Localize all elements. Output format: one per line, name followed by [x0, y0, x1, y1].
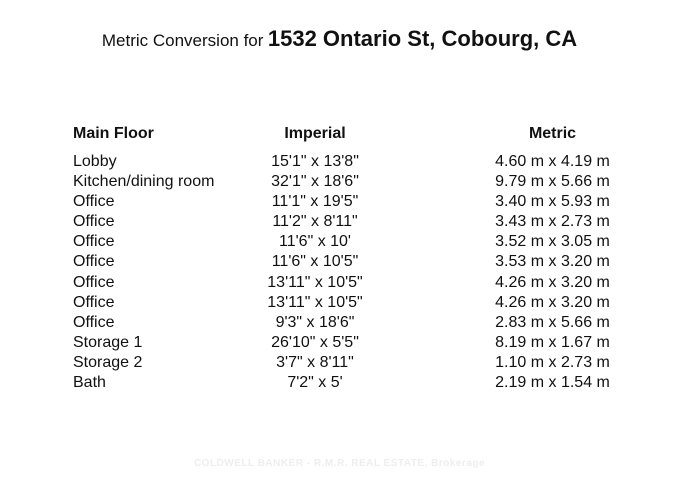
table-row [0, 232, 679, 252]
page-title [0, 26, 679, 52]
room-name: Office [73, 293, 115, 311]
imperial-dimensions: 3'7" x 8'11" [276, 353, 354, 371]
imperial-dimensions: 32'1" x 18'6" [271, 173, 359, 191]
header-main-floor: Main Floor [73, 125, 154, 142]
header-metric: Metric [528, 125, 577, 142]
metric-dimensions: 3.52 m x 3.05 m [495, 233, 610, 251]
metric-dimensions: 1.10 m x 2.73 m [495, 353, 610, 371]
metric-dimensions: 8.19 m x 1.67 m [495, 333, 610, 351]
imperial-dimensions: 13'11" x 10'5" [267, 293, 363, 311]
table-row [0, 313, 679, 333]
table-row [0, 192, 679, 212]
metric-dimensions: 3.43 m x 2.73 m [495, 213, 610, 231]
imperial-dimensions: 9'3" x 18'6" [275, 313, 355, 331]
room-name: Bath [73, 374, 106, 392]
metric-dimensions: 3.53 m x 3.20 m [495, 253, 610, 271]
table-row [0, 172, 679, 192]
imperial-dimensions: 26'10" x 5'5" [271, 333, 359, 351]
table-row [0, 212, 679, 232]
metric-dimensions: 2.19 m x 1.54 m [495, 374, 610, 392]
table-row [0, 353, 679, 373]
table-header-row [0, 124, 679, 152]
title-prefix: Metric Conversion for [101, 31, 264, 50]
room-name: Office [73, 273, 115, 291]
room-name: Office [73, 313, 115, 331]
room-name: Office [73, 193, 115, 211]
imperial-dimensions: 15'1" x 13'8" [271, 153, 359, 170]
imperial-dimensions: 13'11" x 10'5" [267, 273, 363, 291]
imperial-dimensions: 11'2" x 8'11" [272, 213, 358, 231]
header-imperial: Imperial [284, 125, 346, 142]
room-conversion-table [0, 124, 679, 393]
property-address: 1532 Ontario St, Cobourg, CA [267, 26, 578, 51]
metric-dimensions: 4.26 m x 3.20 m [495, 273, 610, 291]
room-name: Storage 1 [73, 333, 143, 351]
brokerage-watermark: COLDWELL BANKER - R.M.R. REAL ESTATE, Brokerage [193, 458, 486, 469]
imperial-dimensions: 11'1" x 19'5" [271, 193, 359, 211]
table-row [0, 373, 679, 393]
imperial-dimensions: 11'6" x 10' [279, 233, 351, 251]
table-row [0, 293, 679, 313]
table-row [0, 333, 679, 353]
metric-dimensions: 4.60 m x 4.19 m [495, 153, 610, 170]
imperial-dimensions: 7'2" x 5' [287, 374, 343, 392]
room-name: Office [73, 213, 115, 231]
room-name: Lobby [73, 153, 117, 170]
room-name: Storage 2 [73, 353, 143, 371]
metric-dimensions: 2.83 m x 5.66 m [495, 313, 610, 331]
imperial-dimensions: 11'6" x 10'5" [271, 253, 359, 271]
table-row [0, 273, 679, 293]
room-name: Kitchen/dining room [73, 173, 215, 191]
table-body [0, 152, 679, 393]
table-row [0, 152, 679, 172]
metric-dimensions: 4.26 m x 3.20 m [495, 293, 610, 311]
metric-dimensions: 9.79 m x 5.66 m [495, 173, 610, 191]
room-name: Office [73, 253, 115, 271]
table-row [0, 252, 679, 272]
room-name: Office [73, 233, 115, 251]
metric-dimensions: 3.40 m x 5.93 m [495, 193, 610, 211]
